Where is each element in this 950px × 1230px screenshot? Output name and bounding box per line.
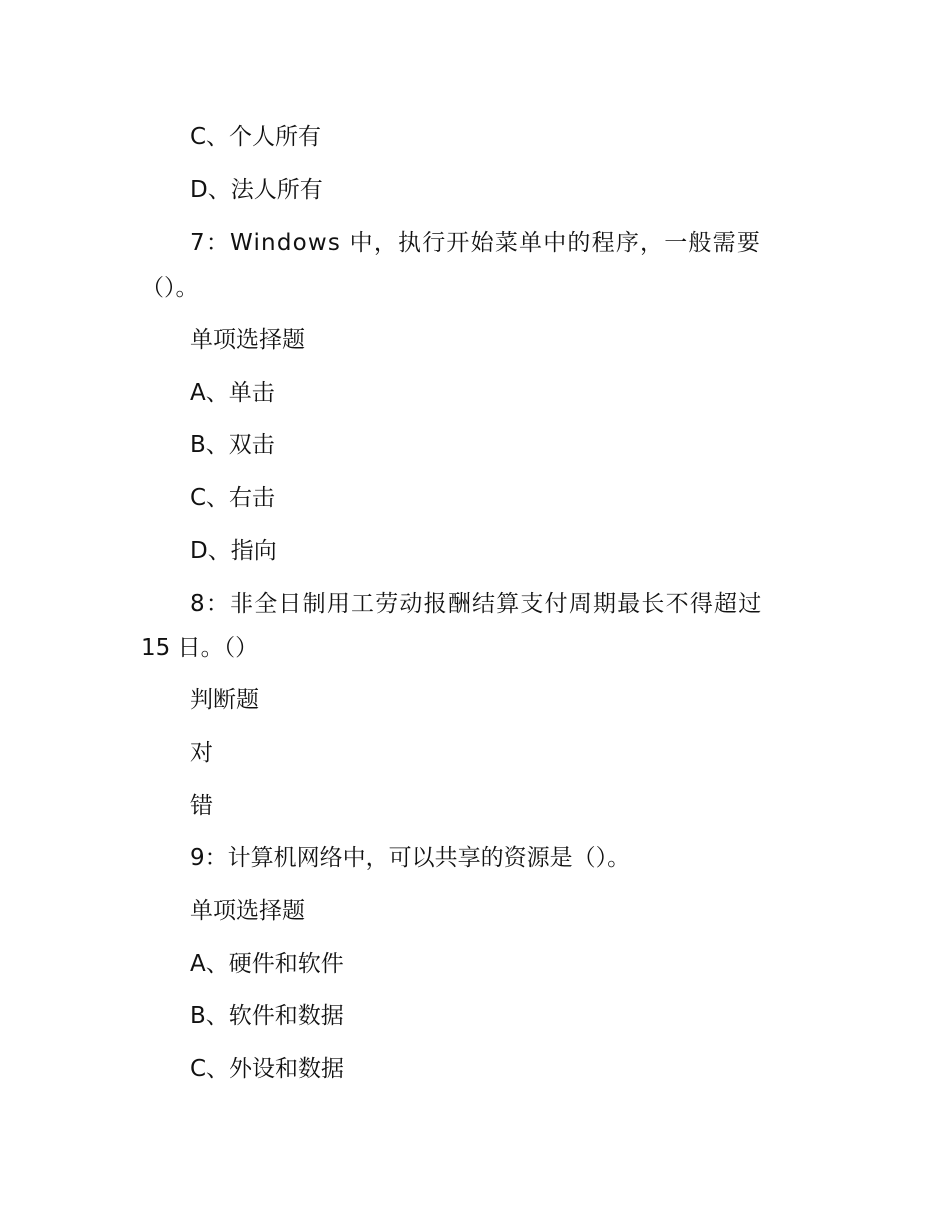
question-7-type: 单项选择题 (190, 327, 305, 353)
question-7-text: 7：Windows 中，执行开始菜单中的程序，一般需要 (190, 230, 762, 256)
option-d-q6: D、法人所有 (190, 177, 323, 203)
option-a-q9: A、硬件和软件 (190, 951, 344, 977)
question-8-text: 8：非全日制用工劳动报酬结算支付周期最长不得超过 (190, 591, 763, 617)
question-7-text-cont: （）。 (141, 275, 199, 301)
option-c-q9: C、外设和数据 (190, 1056, 345, 1082)
option-b-q7: B、双击 (190, 432, 275, 458)
question-8-text-cont: 15 日。（） (141, 635, 259, 661)
question-8-type: 判断题 (190, 687, 259, 713)
question-9-text: 9：计算机网络中，可以共享的资源是（）。 (190, 845, 631, 871)
option-c-q7: C、右击 (190, 485, 276, 511)
option-c-q6: C、个人所有 (190, 124, 322, 150)
option-d-q7: D、指向 (190, 538, 277, 564)
option-false-q8: 错 (190, 793, 213, 819)
question-9-type: 单项选择题 (190, 898, 305, 924)
option-b-q9: B、软件和数据 (190, 1003, 344, 1029)
option-a-q7: A、单击 (190, 380, 275, 406)
option-true-q8: 对 (190, 740, 213, 766)
